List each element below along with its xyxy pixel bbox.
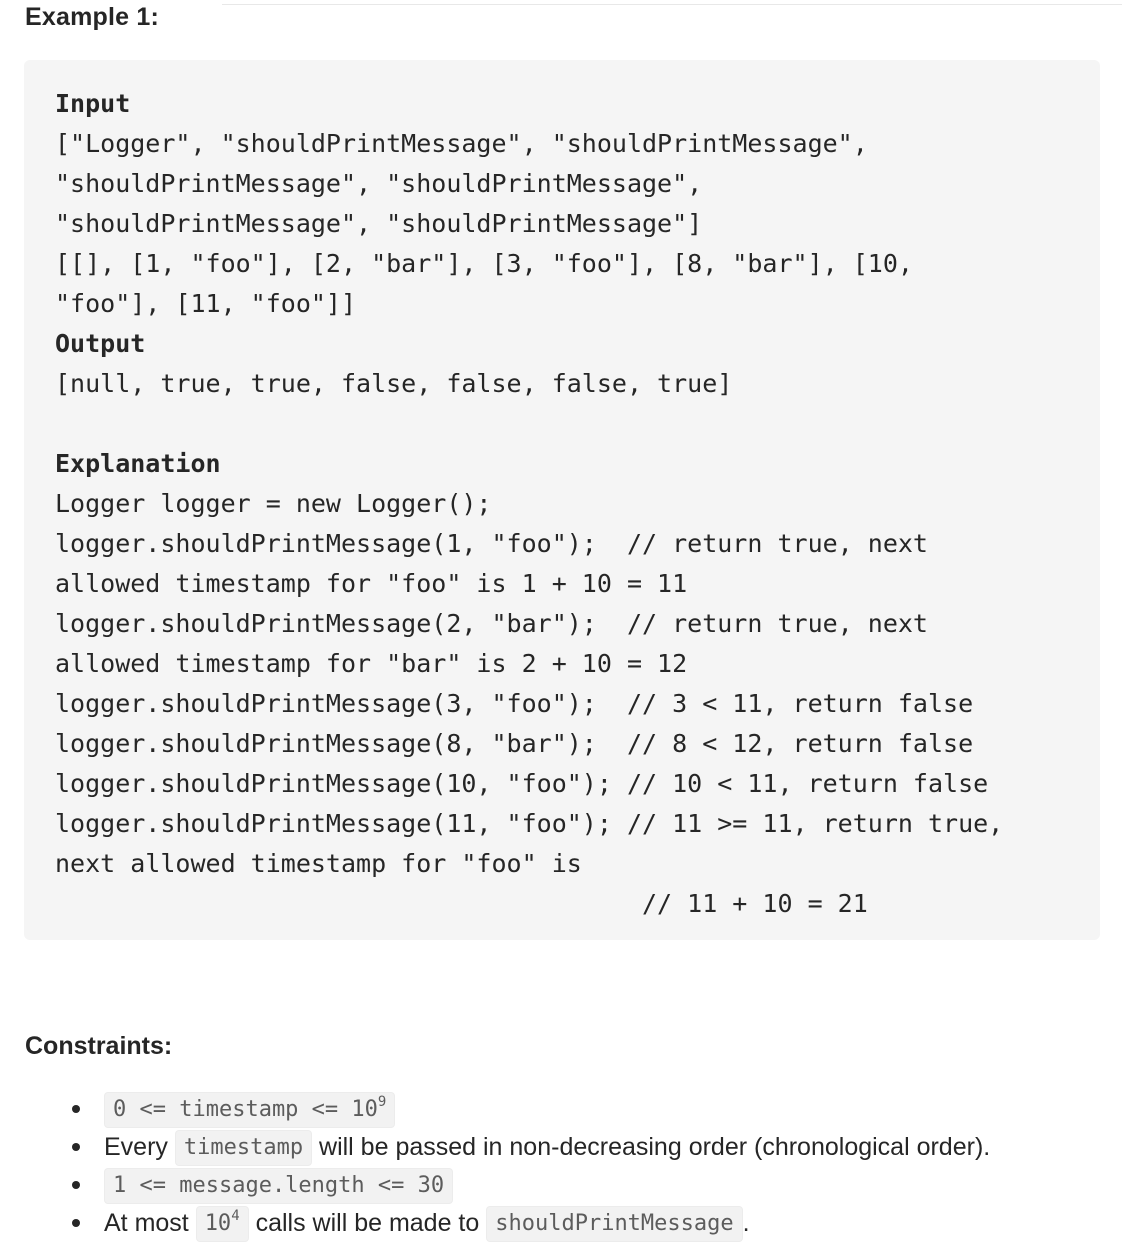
- input-line: "shouldPrintMessage", "shouldPrintMessage",: [55, 169, 703, 198]
- explanation-line: logger.shouldPrintMessage(3, "foo"); // 3 < 11, return false: [55, 689, 974, 718]
- code-text: 10: [204, 1211, 232, 1237]
- bullet-icon: [72, 1143, 80, 1151]
- explanation-line: allowed timestamp for "foo" is 1 + 10 = 11: [55, 569, 688, 598]
- constraint-item: [0, 1204, 1122, 1242]
- explanation-line: next allowed timestamp for "foo" is: [55, 849, 582, 878]
- inline-code: [104, 1092, 395, 1128]
- inline-code: 1 <= message.length <= 30: [104, 1168, 453, 1204]
- code-text: 0 <= timestamp <= 10: [113, 1097, 378, 1123]
- blank-line: [55, 404, 1070, 444]
- explanation-line: // 11 + 10 = 21: [55, 889, 868, 918]
- explanation-label: Explanation: [55, 449, 221, 478]
- superscript: 9: [377, 1094, 387, 1111]
- constraint-text: Every: [104, 1133, 175, 1161]
- constraint-text: At most: [104, 1209, 196, 1237]
- bullet-icon: [72, 1219, 80, 1227]
- input-line: "foo"], [11, "foo"]]: [55, 289, 357, 318]
- output-line: [null, true, true, false, false, false, true]: [55, 369, 733, 398]
- inline-code: [196, 1206, 249, 1242]
- example-code-block: [24, 60, 1100, 940]
- bullet-icon: [72, 1181, 80, 1189]
- input-line: ["Logger", "shouldPrintMessage", "shouldPrintMessage",: [55, 129, 868, 158]
- constraint-text: .: [742, 1209, 750, 1237]
- constraints-title: Constraints:: [25, 1032, 173, 1060]
- constraint-text: will be passed in non-decreasing order (chronological order).: [312, 1133, 991, 1161]
- constraint-text: calls will be made to: [248, 1209, 487, 1237]
- constraints-list: [0, 1090, 1122, 1242]
- output-label: Output: [55, 329, 146, 358]
- explanation-line: Logger logger = new Logger();: [55, 489, 492, 518]
- explanation-line: logger.shouldPrintMessage(10, "foo"); // 10 < 11, return false: [55, 769, 989, 798]
- example-title: Example 1:: [25, 3, 160, 31]
- constraint-item: [0, 1128, 1122, 1166]
- top-divider: [222, 0, 1122, 5]
- constraint-item: [0, 1090, 1122, 1128]
- inline-code: timestamp: [175, 1130, 312, 1166]
- explanation-line: allowed timestamp for "bar" is 2 + 10 = 12: [55, 649, 688, 678]
- bullet-icon: [72, 1105, 80, 1113]
- explanation-line: logger.shouldPrintMessage(8, "bar"); // 8 < 12, return false: [55, 729, 974, 758]
- explanation-line: logger.shouldPrintMessage(2, "bar"); // return true, next: [55, 609, 928, 638]
- explanation-line: logger.shouldPrintMessage(1, "foo"); // return true, next: [55, 529, 928, 558]
- input-line: "shouldPrintMessage", "shouldPrintMessage"]: [55, 209, 703, 238]
- superscript: 4: [231, 1208, 240, 1225]
- constraint-item: [0, 1166, 1122, 1204]
- input-line: [[], [1, "foo"], [2, "bar"], [3, "foo"], [8, "bar"], [10,: [55, 249, 913, 278]
- input-label: Input: [55, 89, 131, 118]
- explanation-line: logger.shouldPrintMessage(11, "foo"); // 11 >= 11, return true,: [55, 809, 1004, 838]
- inline-code: shouldPrintMessage: [486, 1206, 742, 1242]
